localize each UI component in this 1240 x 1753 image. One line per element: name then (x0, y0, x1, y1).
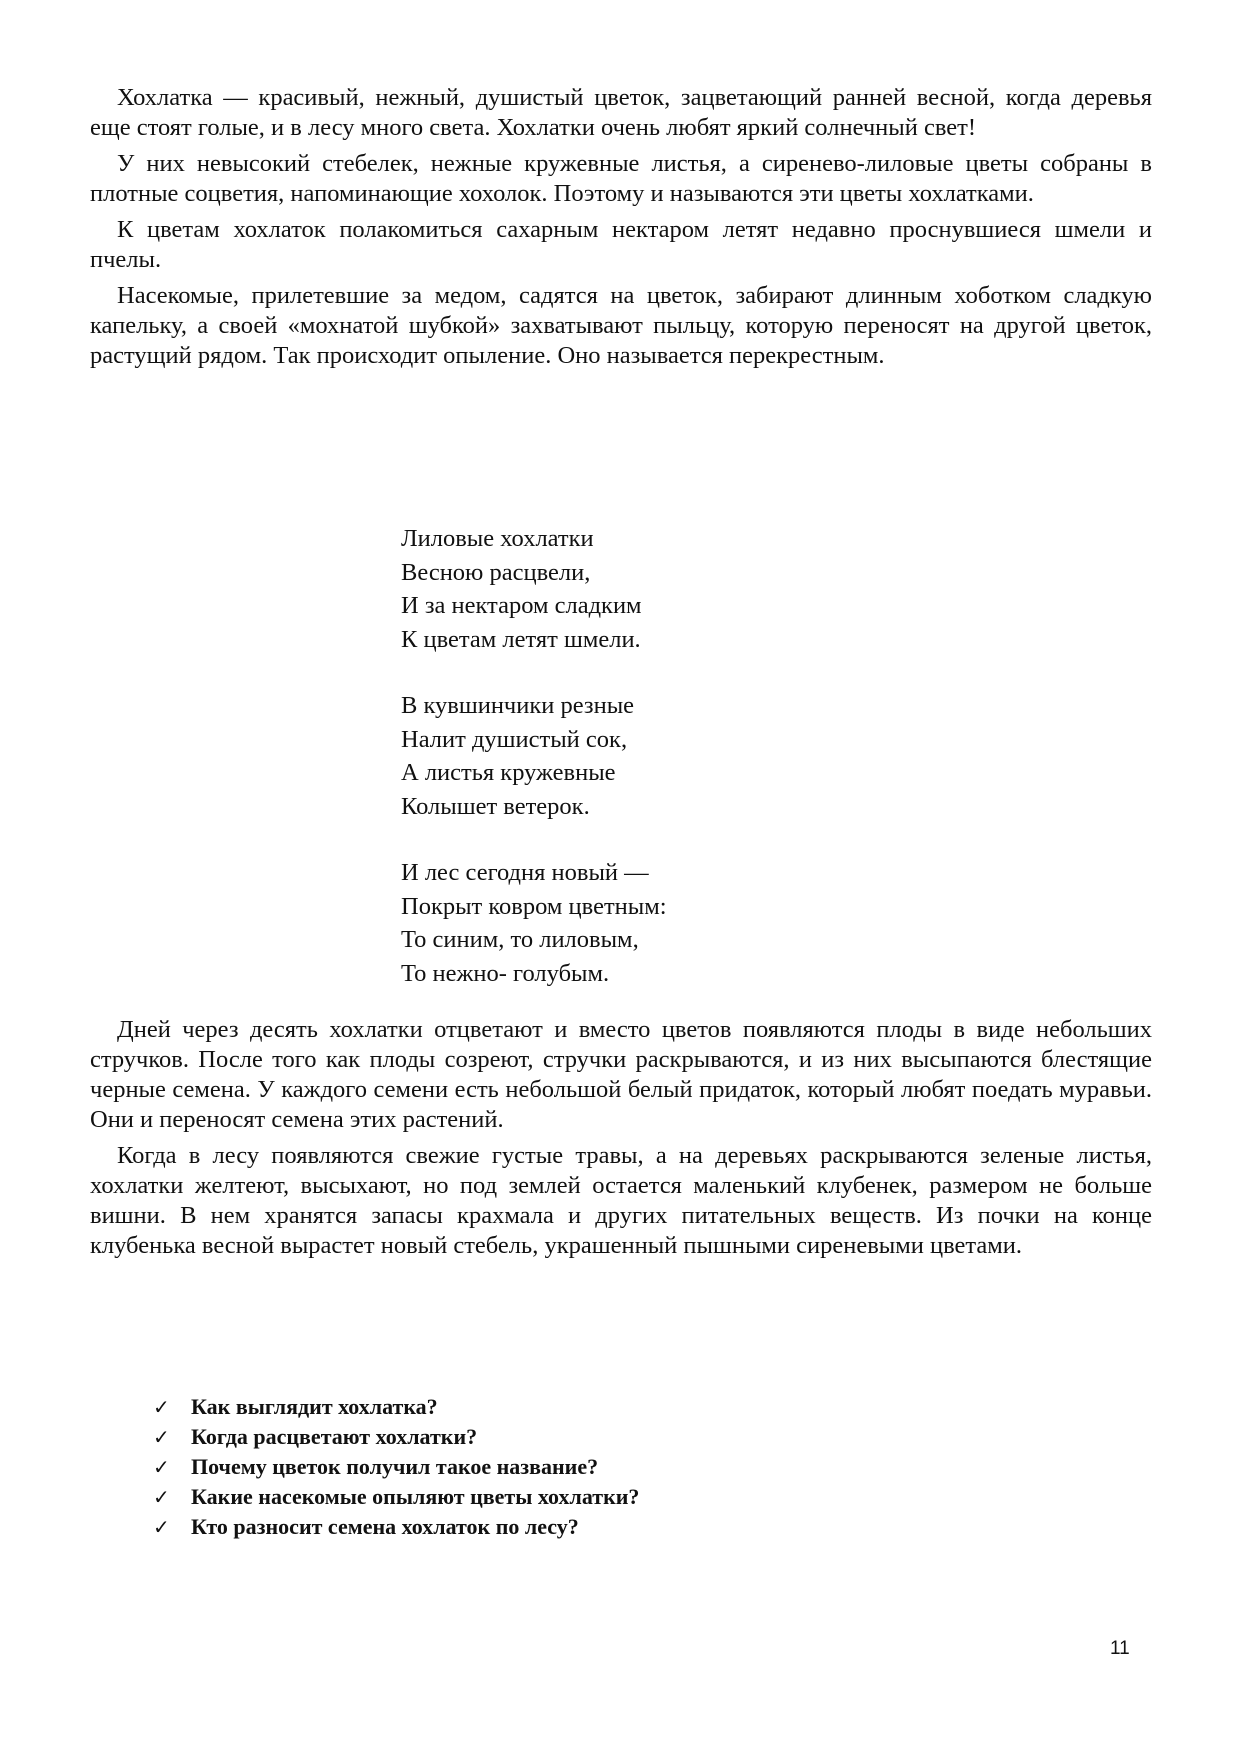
poem-line: К цветам летят шмели. (401, 625, 641, 653)
question-item (153, 1482, 639, 1512)
question-item (153, 1422, 639, 1452)
poem (401, 522, 667, 1023)
question-item (153, 1452, 639, 1482)
poem-line: То нежно- голубым. (401, 959, 610, 987)
poem-line: Лиловые хохлатки (401, 525, 594, 552)
poem-stanza (401, 856, 667, 990)
question-list (153, 1392, 639, 1542)
checkmark-icon: ✓ (153, 1515, 170, 1539)
checkmark-icon: ✓ (153, 1425, 170, 1449)
poem-stanza (401, 522, 667, 656)
paragraph: Хохлатка — красивый, нежный, душистый цветок, зацветающий ранней весной, когда деревья еще стоят голые, и в лесу много света. Хохлатки очень любят яркий солнечный свет! (90, 84, 1152, 141)
poem-line: И за нектаром сладким (401, 592, 642, 619)
question-text: Какие насекомые опыляют цветы хохлатки? (191, 1484, 640, 1509)
paragraph: Насекомые, прилетевшие за медом, садятся на цветок, забирают длинным хоботком сладкую капельку, а своей «мохнатой шубкой» захватывают пыльцу, которую переносят на другой цветок, растущий рядом. Так происходит опыление. Оно называется перекрестным. (90, 282, 1152, 369)
poem-line: А листья кружевные (401, 759, 616, 786)
closing-text-block (90, 1015, 1152, 1267)
poem-line: И лес сегодня новый — (401, 859, 649, 886)
paragraph: Дней через десять хохлатки отцветают и вместо цветов появляются плоды в виде небольших стручков. После того как плоды созреют, стручки раскрываются, и из них высыпаются блестящие черные семена. У каждого семени есть небольшой белый придаток, который любят поедать муравьи. Они и переносят семена этих растений. (90, 1016, 1152, 1133)
checkmark-icon: ✓ (153, 1485, 170, 1509)
question-item (153, 1392, 639, 1422)
question-text: Когда расцветают хохлатки? (191, 1424, 478, 1449)
poem-line: В кувшинчики резные (401, 692, 635, 719)
poem-stanza (401, 689, 667, 823)
question-text: Как выглядит хохлатка? (191, 1394, 438, 1419)
paragraph: К цветам хохлаток полакомиться сахарным нектаром летят недавно проснувшиеся шмели и пчелы. (90, 216, 1152, 273)
question-text: Кто разносит семена хохлаток по лесу? (191, 1514, 579, 1539)
poem-line: Покрыт ковром цветным: (401, 892, 667, 920)
question-text: Почему цветок получил такое название? (191, 1454, 599, 1479)
paragraph: Когда в лесу появляются свежие густые травы, а на деревьях раскрываются зеленые листья, хохлатки желтеют, высыхают, но под землей остается маленький клубенек, размером не больше вишни. В нем хранятся запасы крахмала и других питательных веществ. Из почки на конце клубенька весной вырастет новый стебель, украшенный пышными сиреневыми цветами. (90, 1142, 1152, 1259)
poem-line: Весною расцвели, (401, 558, 591, 586)
poem-line: Налит душистый сок, (401, 725, 628, 753)
checkmark-icon: ✓ (153, 1455, 170, 1479)
intro-text-block (90, 83, 1152, 377)
checkmark-icon: ✓ (153, 1395, 170, 1419)
poem-line: То синим, то лиловым, (401, 926, 639, 953)
page-number: 11 (1110, 1638, 1130, 1659)
question-item (153, 1512, 639, 1542)
paragraph: У них невысокий стебелек, нежные кружевные листья, а сиренево-лиловые цветы собраны в плотные соцветия, напоминающие хохолок. Поэтому и называются эти цветы хохлатками. (90, 150, 1152, 207)
poem-line: Колышет ветерок. (401, 792, 590, 820)
